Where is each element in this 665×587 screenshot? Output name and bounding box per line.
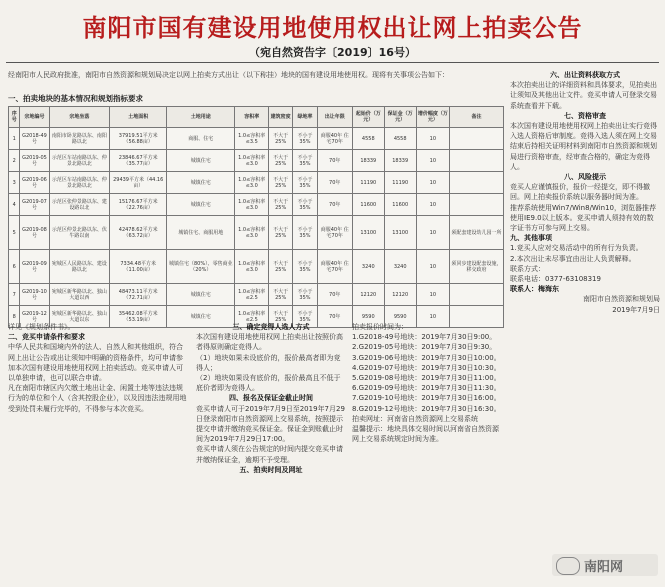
table-row [9,194,504,216]
auction-time-item: 1.G2018-49号地块：2019年7月30日9:00。 [352,333,497,342]
table-cell: 示范区车站南路以东、仲景北路以北 [49,150,110,172]
table-cell: 城镇住宅 [167,306,235,328]
table-cell: 10 [416,216,449,250]
table-cell: 不小于35% [293,216,317,250]
table-cell [450,172,504,194]
table-cell: 6 [9,250,20,284]
table-cell: 2 [9,150,20,172]
table-cell: 9590 [352,306,384,328]
table-cell: 城镇住宅（80%）、零售商业（20%） [167,250,235,284]
table-cell: 不大于25% [269,250,293,284]
table-header-cell: 宗地编号 [20,107,49,128]
table-cell: 4 [9,194,20,216]
table-cell: 13100 [352,216,384,250]
section-3-rule-2: （2）地块如果设有底价的，报价最高且不低于底价者即为竞得人。 [196,374,341,393]
table-cell [450,194,504,216]
table-cell: 不大于25% [269,194,293,216]
table-cell: 4558 [352,128,384,150]
table-cell: 1 [9,128,20,150]
auction-note: 温馨提示：地块具体交易时间以河南省自然资源网上交易系统规定时间为准。 [352,425,499,444]
table-header-cell: 宗地坐落 [49,107,110,128]
table-cell: 13100 [384,216,416,250]
page-title: 南阳市国有建设用地使用权出让网上拍卖公告 [82,14,583,42]
table-cell: 不大于25% [269,172,293,194]
signature-date: 2019年7月9日 [612,305,660,314]
section-1-title: 一、拍卖地块的基本情况和规划指标要求 [8,94,143,103]
table-cell: G2019-06号 [20,172,49,194]
table-cell: 不大于25% [269,216,293,250]
column-4 [510,70,660,315]
table-cell: G2018-49号 [20,128,49,150]
table-cell: 宛城区新华路以北、独山大道以西 [49,284,110,306]
table-cell: 10 [416,284,449,306]
table-cell: 城镇住宅 [167,150,235,172]
auction-time-heading: 拍卖报价时间为： [352,323,408,331]
table-cell: 70年 [317,150,352,172]
table-header-cell: 序号 [9,107,20,128]
column-3 [352,322,504,444]
table-cell: 宛城区新华路以北、独山大道以东 [49,306,110,328]
table-cell: 3 [9,172,20,194]
table-cell [450,128,504,150]
table-cell: G2019-05号 [20,150,49,172]
table-cell: G2019-12号 [20,306,49,328]
table-cell: 10 [416,194,449,216]
table-cell: G2019-08号 [20,216,49,250]
table-cell: 城镇住宅 [167,172,235,194]
table-cell: 宛城区人民路以东、建设路以北 [49,250,110,284]
divider [6,62,659,63]
table-cell: 示范区车站南路以东、仲景北路以北 [49,172,110,194]
table-cell: 不小于35% [293,306,317,328]
watermark-text: 南阳网 [584,560,624,575]
section-4-paragraph-2: 竞买申请人须在公告规定的时间内提交竞买申请并缴纳保证金，逾期不予受理。 [196,445,343,464]
table-cell: 10 [416,172,449,194]
table-cell: 48473.11平方米（72.71亩） [110,284,167,306]
table-cell: 1.0≤容积率≤2.5 [235,306,269,328]
table-cell: 10 [416,250,449,284]
table-header-cell: 起始价（万元） [352,107,384,128]
section-9-title: 九、其他事项 [510,234,552,243]
section-7-paragraph: 本次国有建设用地使用权网上拍卖出让实行竞得入选人资格后审制度。竞得入选人须在网上交易结束后持相关证明材料到南阳市自然资源和规划局进行资格审查，经审查合格的，确定为竞得人。 [510,122,657,171]
table-cell: 10 [416,128,449,150]
section-6-paragraph: 本次拍卖出让的详细资料和具体要求，见拍卖出让须知及其他出让文件。竞买申请人可登录交易系统查看并下载。 [510,81,657,110]
table-cell: 商服、住宅 [167,128,235,150]
table-cell: 42478.62平方米（63.72亩） [110,216,167,250]
table-cell: 不小于35% [293,194,317,216]
section-3-paragraph: 本次国有建设用地使用权网上拍卖出让按照价高者得原则确定竞得人。 [196,333,343,352]
watermark-logo-icon [556,557,580,575]
table-cell: 城镇住宅 [167,284,235,306]
intro-paragraph: 经南阳市人民政府批准，南阳市自然资源和规划局决定以网上拍卖方式出让（以下称挂）地块的国有建设用地使用权。现将有关事项公告如下： [8,71,449,79]
table-row [9,284,504,306]
table-cell: 10 [416,150,449,172]
table-cell: 不大于25% [269,306,293,328]
table-header-cell: 容积率 [235,107,269,128]
table-cell: 35462.08平方米（53.19亩） [110,306,167,328]
table-row [9,150,504,172]
contact-person: 联系人：梅海东 [510,285,559,294]
table-header-cell: 土地面积 [110,107,167,128]
table-cell: 须同步建设配套设施，移交政府 [450,250,504,284]
section-2-paragraph-1: 中华人民共和国境内外的法人、自然人和其他组织，符合网上出让公告或出让须知中明确的资格条件，均可申请参加本次国有建设用地使用权网上拍卖活动。竞买申请人可以单独申请，也可以联合申请。 [8,343,183,383]
table-cell: 商服40年 住宅70年 [317,216,352,250]
section-8-paragraph-1: 竞买人应谨慎报价，报价一经提交，即不得撤回。网上拍卖报价系统以服务器时间为准。 [510,183,650,202]
table-cell: 不大于25% [269,128,293,150]
table-cell: 11190 [384,172,416,194]
table-cell: 不大于25% [269,150,293,172]
contact-heading: 联系方式： [510,264,545,273]
table-cell: 1.0≤容积率≤3.0 [235,216,269,250]
table-cell: 城镇住宅 [167,194,235,216]
table-cell: 70年 [317,306,352,328]
section-5-title: 五、拍卖时间及网址 [239,465,303,474]
table-cell: G2019-10号 [20,284,49,306]
table-header-cell: 备注 [450,107,504,128]
table-cell: 4558 [384,128,416,150]
table-cell: 11600 [352,194,384,216]
table-header-cell: 建筑密度 [269,107,293,128]
table-cell: 8 [9,306,20,328]
table-cell: 10 [416,306,449,328]
table-cell: 23846.67平方米（35.77亩） [110,150,167,172]
section-2-title: 二、竞买申请条件和要求 [8,333,85,342]
table-cell: 不小于35% [293,284,317,306]
table-cell: 29439平方米（44.16亩） [110,172,167,194]
section-8-paragraph-2: 推荐系统使用Win7/Win8/Win10，浏览器推荐使用IE9.0以上版本。竞买申请人须持有效的数字证书方可参与网上交易。 [510,203,656,233]
section-6-title: 六、出让资料获取方式 [550,71,620,79]
auction-time-item: 4.G2019-07号地块：2019年7月30日10:30。 [352,363,501,372]
table-header-cell: 增价幅度（万元） [416,107,449,128]
section-8-title: 八、风险提示 [564,173,606,182]
table-cell: 1.0≤容积率≤3.0 [235,150,269,172]
table-cell: 18339 [352,150,384,172]
table-cell: 商服40年 住宅70年 [317,128,352,150]
table-header-cell: 出让年限 [317,107,352,128]
table-cell: 1.0≤容积率≤3.0 [235,194,269,216]
table-cell: 3240 [384,250,416,284]
table-cell: 15176.67平方米（22.76亩） [110,194,167,216]
table-cell: 不大于25% [269,284,293,306]
section-4-title: 四、报名及保证金截止时间 [229,394,313,403]
auction-time-item: 5.G2019-08号地块：2019年7月30日11:00。 [352,374,501,383]
table-header-row [9,107,504,128]
section-9-item-2: 2.本次出让未尽事宜由出让人负责解释。 [510,254,636,263]
table-cell: 12120 [352,284,384,306]
table-cell: 5 [9,216,20,250]
table-cell: 11600 [384,194,416,216]
table-cell: 示范区仲景北路以东、伏牛路以南 [49,216,110,250]
table-cell [450,284,504,306]
table-cell: 1.0≤容积率≤3.0 [235,250,269,284]
table-cell: 70年 [317,284,352,306]
auction-time-item: 2.G2019-05号地块：2019年7月30日9:30。 [352,343,497,352]
table-cell: G2019-09号 [20,250,49,284]
land-lots-table [8,106,504,328]
table-cell: 18339 [384,150,416,172]
section-3-rule-1: （1）地块如果未设底价的，报价最高者即为竞得人； [196,353,341,372]
auction-time-item: 3.G2019-06号地块：2019年7月30日10:00。 [352,353,501,362]
table-cell: 须配套建设幼儿园一所 [450,216,504,250]
table-cell: 70年 [317,194,352,216]
table-cell: 37919.51平方米（56.88亩） [110,128,167,150]
table-cell: 7 [9,284,20,306]
section-9-item-1: 1.竞买人应对交易活动中的所有行为负责。 [510,244,643,253]
table-cell: 9590 [384,306,416,328]
table-cell: 1.0≤容积率≤3.5 [235,128,269,150]
table-cell: 3240 [352,250,384,284]
table-cell: 不小于35% [293,150,317,172]
document-number: （宛自然资告字〔2019〕16号） [249,46,416,59]
auction-site: 拍卖网址：河南省自然资源网上交易系统 [352,414,478,423]
auction-time-item: 6.G2019-09号地块：2019年7月30日11:30。 [352,384,501,393]
table-header-cell: 保证金（万元） [384,107,416,128]
column-2 [196,322,346,475]
table-cell: 1.0≤容积率≤2.5 [235,284,269,306]
table-cell: 南阳市卧龙路以东、南阳路以北 [49,128,110,150]
note-text: 详见《规划条件书》。 [8,323,75,331]
table-row [9,250,504,284]
section-3-title: 三、确定竞得人选人方式 [232,323,310,331]
table-header-cell: 土地用途 [167,107,235,128]
section-7-title: 七、资格审查 [564,111,606,120]
table-cell: 11190 [352,172,384,194]
table-cell: G2019-07号 [20,194,49,216]
contact-phone: 联系电话：0377-63108319 [510,275,601,284]
table-row [9,172,504,194]
table-cell: 不小于35% [293,172,317,194]
table-cell: 7334.48平方米（11.00亩） [110,250,167,284]
table-header-cell: 绿地率 [293,107,317,128]
section-2-paragraph-2: 凡在南阳市辖区内欠缴土地出让金、闲置土地等违法违规行为的单位和个人（含其控股企业），以及因违法违规用地受到处罚未履行完毕的，不得参与本次竞买。 [8,384,187,413]
table-cell: 示范区张仲景路以东、建设路以北 [49,194,110,216]
auction-time-item: 8.G2019-12号地块：2019年7月30日16:30。 [352,404,501,413]
table-cell: 12120 [384,284,416,306]
table-cell: 商服40年 住宅70年 [317,250,352,284]
section-4-paragraph-1: 竞买申请人可于2019年7月9日至2019年7月29日登录南阳市自然资源网上交易系统，按照提示提交申请并缴纳竞买保证金。保证金到账截止时间为2019年7月29日17:00。 [196,404,345,444]
table-cell: 不小于35% [293,128,317,150]
table-cell: 1.0≤容积率≤3.0 [235,172,269,194]
column-1 [8,322,188,414]
signature-org: 南阳市自然资源和规划局 [583,295,660,304]
table-row [9,128,504,150]
table-cell: 不小于35% [293,250,317,284]
table-cell: 70年 [317,172,352,194]
auction-time-list [352,332,504,414]
auction-time-item: 7.G2019-10号地块：2019年7月30日16:00。 [352,394,501,403]
table-cell: 城镇住宅、商服用地 [167,216,235,250]
table-row [9,216,504,250]
table-cell [450,150,504,172]
